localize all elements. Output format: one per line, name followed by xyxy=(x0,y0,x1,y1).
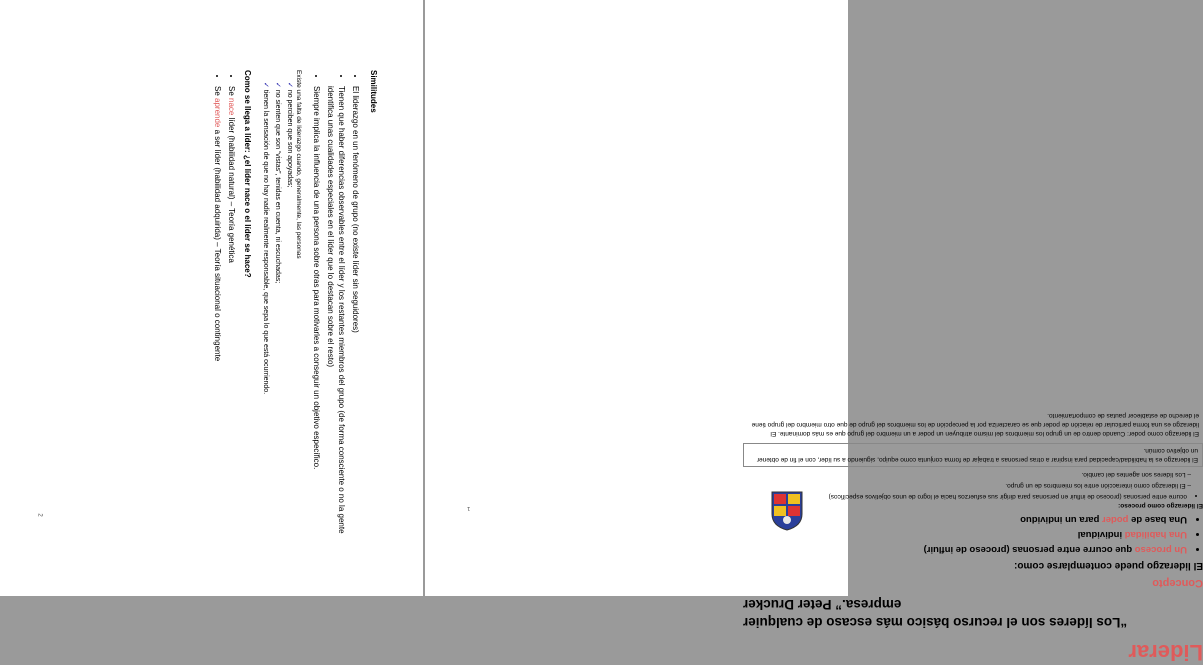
list-item: – El liderazgo como interacción entre los miembros de un grupo. xyxy=(743,481,1191,490)
lack-list xyxy=(260,70,294,540)
page-left-content xyxy=(210,70,378,540)
list-item: • Se nace líder (habilidad natural) – Teoría genética xyxy=(226,86,238,540)
list-item: – Los líderes son agentes del cambio. xyxy=(743,470,1191,479)
highlight-word: aprende xyxy=(213,98,223,128)
skill-box: El liderazgo es la habilidad/capacidad para inspirar a otras personas a trabajar de forma conjunta como equipo, siguiendo a su líder, con el fin de obtener un objetivo común. xyxy=(743,443,1203,467)
list-item: ✓ no perciben que son apoyadas; xyxy=(284,82,294,540)
list-item: • Un proceso que ocurre entre personas (proceso de influir) xyxy=(743,543,1187,556)
highlight-word: Un proceso xyxy=(1134,544,1187,555)
list-item: • Tienen que haber diferencias observables entre el líder y los restantes miembros del grupo (de forma consciente o no la gente identifica unas cualidades especiales en el líder que lo destacan sobre el resto) xyxy=(325,86,348,540)
lack-intro: Existe una falta de liderazgo cuando, generalmente, las personas xyxy=(295,70,302,259)
list-item: • Siempre implica la influencia de una persona sobre otras para motivarles a conseguir un objetivo específico. xyxy=(311,86,323,540)
page-right-content xyxy=(743,406,1203,665)
highlight-word: nace xyxy=(227,98,236,116)
list-item: • Una base de poder para un individuo xyxy=(743,513,1187,526)
lead-text: El liderazgo puede contemplarse como: xyxy=(1014,560,1203,571)
process-heading: El liderazgo como proceso: xyxy=(1118,502,1203,509)
list-item: • Una habilidad individual xyxy=(743,528,1187,541)
highlight-word: poder xyxy=(1102,514,1129,525)
list-item: • El liderazgo en un fenómeno de grupo (no existe líder sin seguidores) xyxy=(350,86,362,540)
answers-list xyxy=(212,70,237,540)
page-right xyxy=(425,0,1203,665)
process-list xyxy=(743,492,1203,501)
page-title: Liderar xyxy=(1128,640,1203,665)
highlight-word: Una habilidad xyxy=(1124,529,1187,540)
page-number: 1 xyxy=(467,505,471,511)
leader-question: Como se llega a líder: ¿el líder nace o el líder se hace? xyxy=(243,70,252,278)
page-left xyxy=(0,0,423,596)
page-number: 2 xyxy=(36,513,43,517)
concept-list xyxy=(743,513,1203,556)
shield-logo-icon xyxy=(770,490,804,532)
similarities-list xyxy=(311,70,361,540)
list-item: ✓ tienen la sensación de que no hay nadie realmente responsable, que sepa lo que está ocurriendo. xyxy=(260,82,270,540)
process-sublist xyxy=(743,470,1203,490)
section-heading: Concepto xyxy=(1152,577,1203,589)
list-item: • Se aprende a ser líder (habilidad adquirida) – Teoría situacional o contingente xyxy=(212,86,224,540)
power-text: El liderazgo como poder: Cuando dentro de un grupo los miembros del mismo atribuyen un poder a un miembro del grupo que es más dominante. El liderazgo es una forma particular de relación de poder que se caracteriza por la percepción de los miembros del grupo de que otro miembro del grupo tiene el derecho de establecer pautas de comportamiento. xyxy=(751,412,1199,437)
quote: “Los líderes son el recurso básico más escaso de cualquier empresa.” Peter Drucker xyxy=(743,597,1128,630)
similarities-heading: Similitudes xyxy=(369,70,378,113)
list-item: ✓ no sienten que son “vistas”, tenidas en cuenta, ni escuchadas; xyxy=(272,82,282,540)
list-item: • ocurre entre personas (proceso de influir en personas para dirigir sus esfuerzos hacia el logro de unos objetivos específicos) xyxy=(743,492,1187,501)
